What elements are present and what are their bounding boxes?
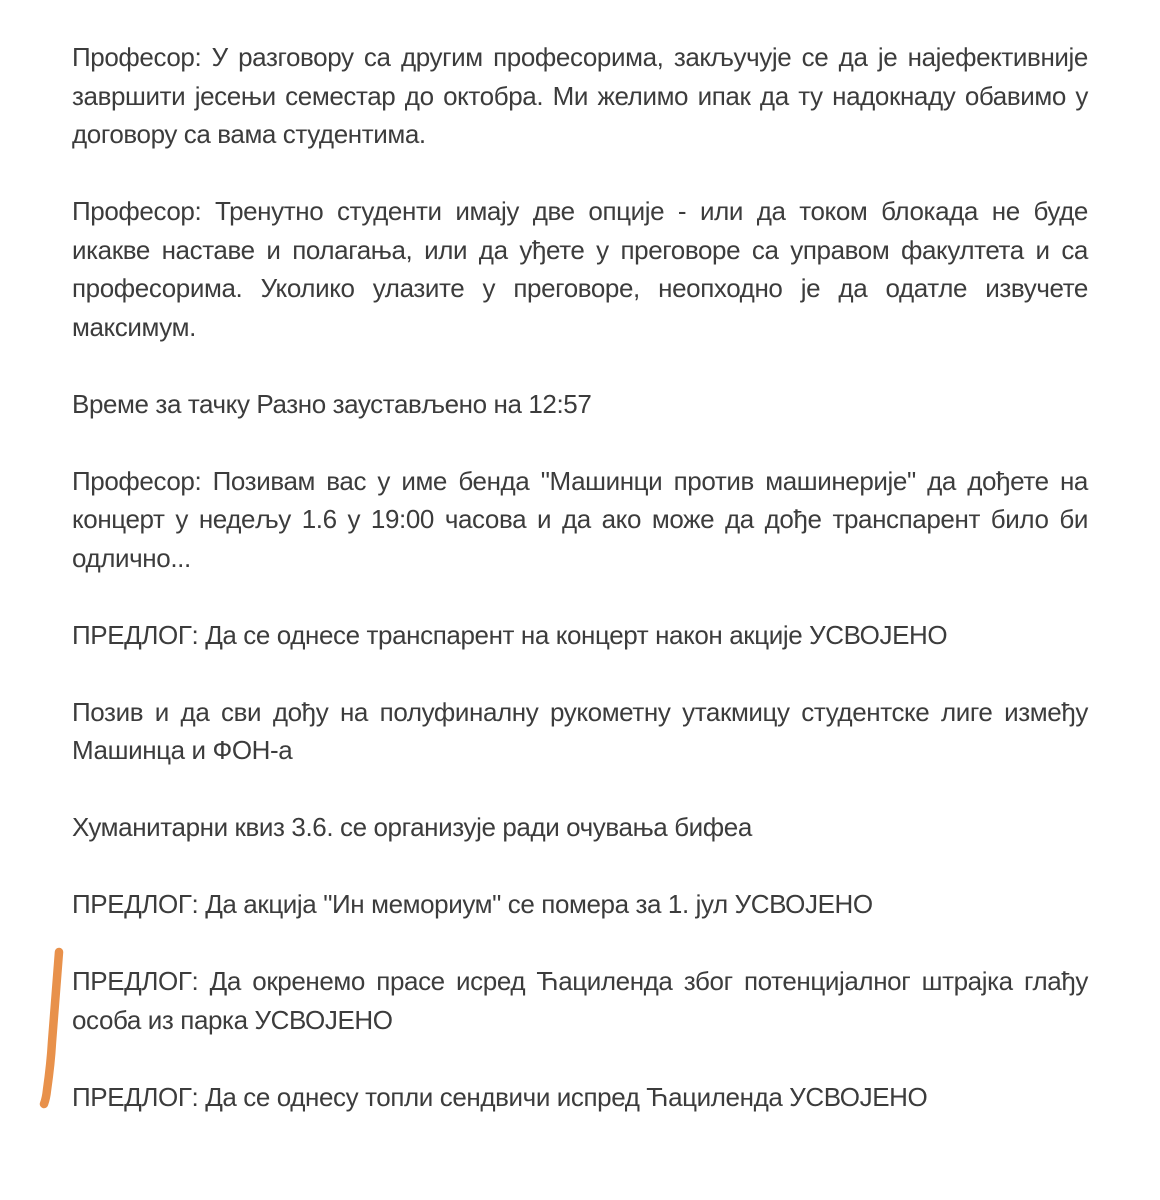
paragraph-proposal-pig: ПРЕДЛОГ: Да окренемо прасе исред Ћациленда због потенцијалног штрајка глађу особа из парка УСВОЈЕНО bbox=[72, 966, 1088, 1035]
paragraph-proposal-banner: ПРЕДЛОГ: Да се однесе транспарент на концерт након акције УСВОЈЕНО bbox=[72, 619, 948, 650]
paragraph-proposal-in-memoriam: ПРЕДЛОГ: Да акција "Ин мемориум" се помера за 1. јул УСВОЈЕНО bbox=[72, 889, 873, 919]
paragraph-professor-semester: Професор: У разговору са другим професорима, закључује се да је најефективније завршити јесењи семестар до октобра. Ми желимо ипак да ту надокнаду обавимо у договору са вама студентима. bbox=[72, 42, 1088, 149]
paragraph-professor-options: Професор: Тренутно студенти имају две опције - или да током блокада не буде икакве наставе и полагања, или да уђете у преговоре са управом факултета и са професорима. Уколико улазите у преговоре, неопходно је да одатле извучете максимум. bbox=[72, 196, 1088, 342]
paragraph-handball-invite: Позив и да сви дођу на полуфиналну рукометну утакмицу студентске лиге између Машинца и ФОН-а bbox=[72, 696, 1088, 765]
paragraph-professor-concert-invite: Професор: Позивам вас у име бенда "Машинци против машинерије" да дођете на концерт у недељу 1.6 у 19:00 часова и да ако може да дође транспарент било би одлично... bbox=[72, 465, 1088, 573]
paragraph-time-note: Време за тачку Разно заустављено на 12:57 bbox=[72, 388, 592, 419]
paragraph-humanitarian-quiz: Хуманитарни квиз 3.6. се организује ради очувања бифеа bbox=[72, 812, 752, 842]
paragraph-proposal-sandwiches: ПРЕДЛОГ: Да се однесу топли сендвичи испред Ћациленда УСВОЈЕНО bbox=[72, 1081, 928, 1112]
